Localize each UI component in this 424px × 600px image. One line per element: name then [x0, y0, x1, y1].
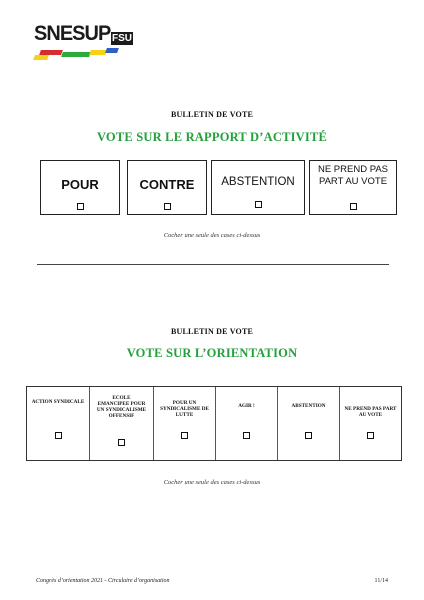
option-abstention-orientation[interactable] [278, 387, 340, 460]
option-pour-label: POUR [61, 177, 99, 192]
option-abstention[interactable] [211, 160, 305, 215]
option-syndicalisme-de-lutte-label: POUR UN SYNDICALISME DE LUTTE [160, 400, 209, 418]
option-abstention-orientation-label: ABSTENTION [291, 403, 326, 409]
option-ne-prend-pas-part[interactable] [309, 160, 397, 215]
checkbox-agir[interactable] [243, 432, 250, 439]
option-syndicalisme-de-lutte[interactable] [154, 387, 216, 460]
option-action-syndicale-label: ACTION SYNDICALE [31, 399, 85, 405]
checkbox-abstention-orientation[interactable] [305, 432, 312, 439]
checkbox-pour[interactable] [77, 203, 84, 210]
instruction-hint-1: Cocher une seule des cases ci-dessus [163, 232, 261, 239]
section-divider [37, 264, 389, 265]
checkbox-ecole-emancipee[interactable] [118, 439, 125, 446]
orientation-ballot-table [26, 386, 402, 461]
vote-title-rapport: VOTE SUR LE RAPPORT D’ACTIVITÉ [96, 130, 328, 144]
checkbox-abstention[interactable] [255, 201, 262, 208]
option-ne-prend-pas-part-orientation-label: NE PREND PAS PART AU VOTE [344, 406, 397, 418]
option-agir-label: AGIR ! [238, 403, 255, 409]
logo-stripe-green [61, 52, 91, 57]
option-ecole-emancipee[interactable] [90, 387, 154, 460]
instruction-hint-2: Cocher une seule des cases ci-dessus [163, 479, 261, 486]
logo-stripe-yellow [33, 55, 49, 60]
snesup-fsu-logo [34, 22, 134, 64]
option-contre-label: CONTRE [139, 177, 195, 192]
option-action-syndicale[interactable] [27, 387, 90, 460]
checkbox-syndicalisme-de-lutte[interactable] [181, 432, 188, 439]
option-ne-prend-pas-part-orientation[interactable] [340, 387, 401, 460]
checkbox-ne-prend-pas-part-orientation[interactable] [367, 432, 374, 439]
logo-wordmark: SNESUP [34, 22, 111, 45]
checkbox-action-syndicale[interactable] [55, 432, 62, 439]
option-agir[interactable] [216, 387, 278, 460]
checkbox-contre[interactable] [164, 203, 171, 210]
footer-circular-title: Congrès d’orientation 2021 - Circulaire d’organisation [36, 578, 170, 584]
checkbox-ne-prend-pas-part[interactable] [350, 203, 357, 210]
logo-stripe-blue [105, 48, 119, 53]
page-number: 11/14 [374, 578, 388, 584]
option-pour[interactable] [40, 160, 120, 215]
option-contre[interactable] [127, 160, 207, 215]
logo-stripe-red [39, 50, 63, 55]
bulletin-heading-1: BULLETIN DE VOTE [170, 110, 254, 119]
option-abstention-label: ABSTENTION [221, 176, 295, 188]
logo-fsu-badge: FSU [112, 33, 132, 44]
bulletin-heading-2: BULLETIN DE VOTE [170, 327, 254, 336]
vote-title-orientation: VOTE SUR L’ORIENTATION [126, 346, 298, 360]
option-ecole-emancipee-label: ECOLE EMANCIPEE POUR UN SYNDICALISME OFFENSIF [96, 395, 147, 419]
option-ne-prend-pas-part-label: NE PREND PAS PART AU VOTE [317, 164, 389, 187]
